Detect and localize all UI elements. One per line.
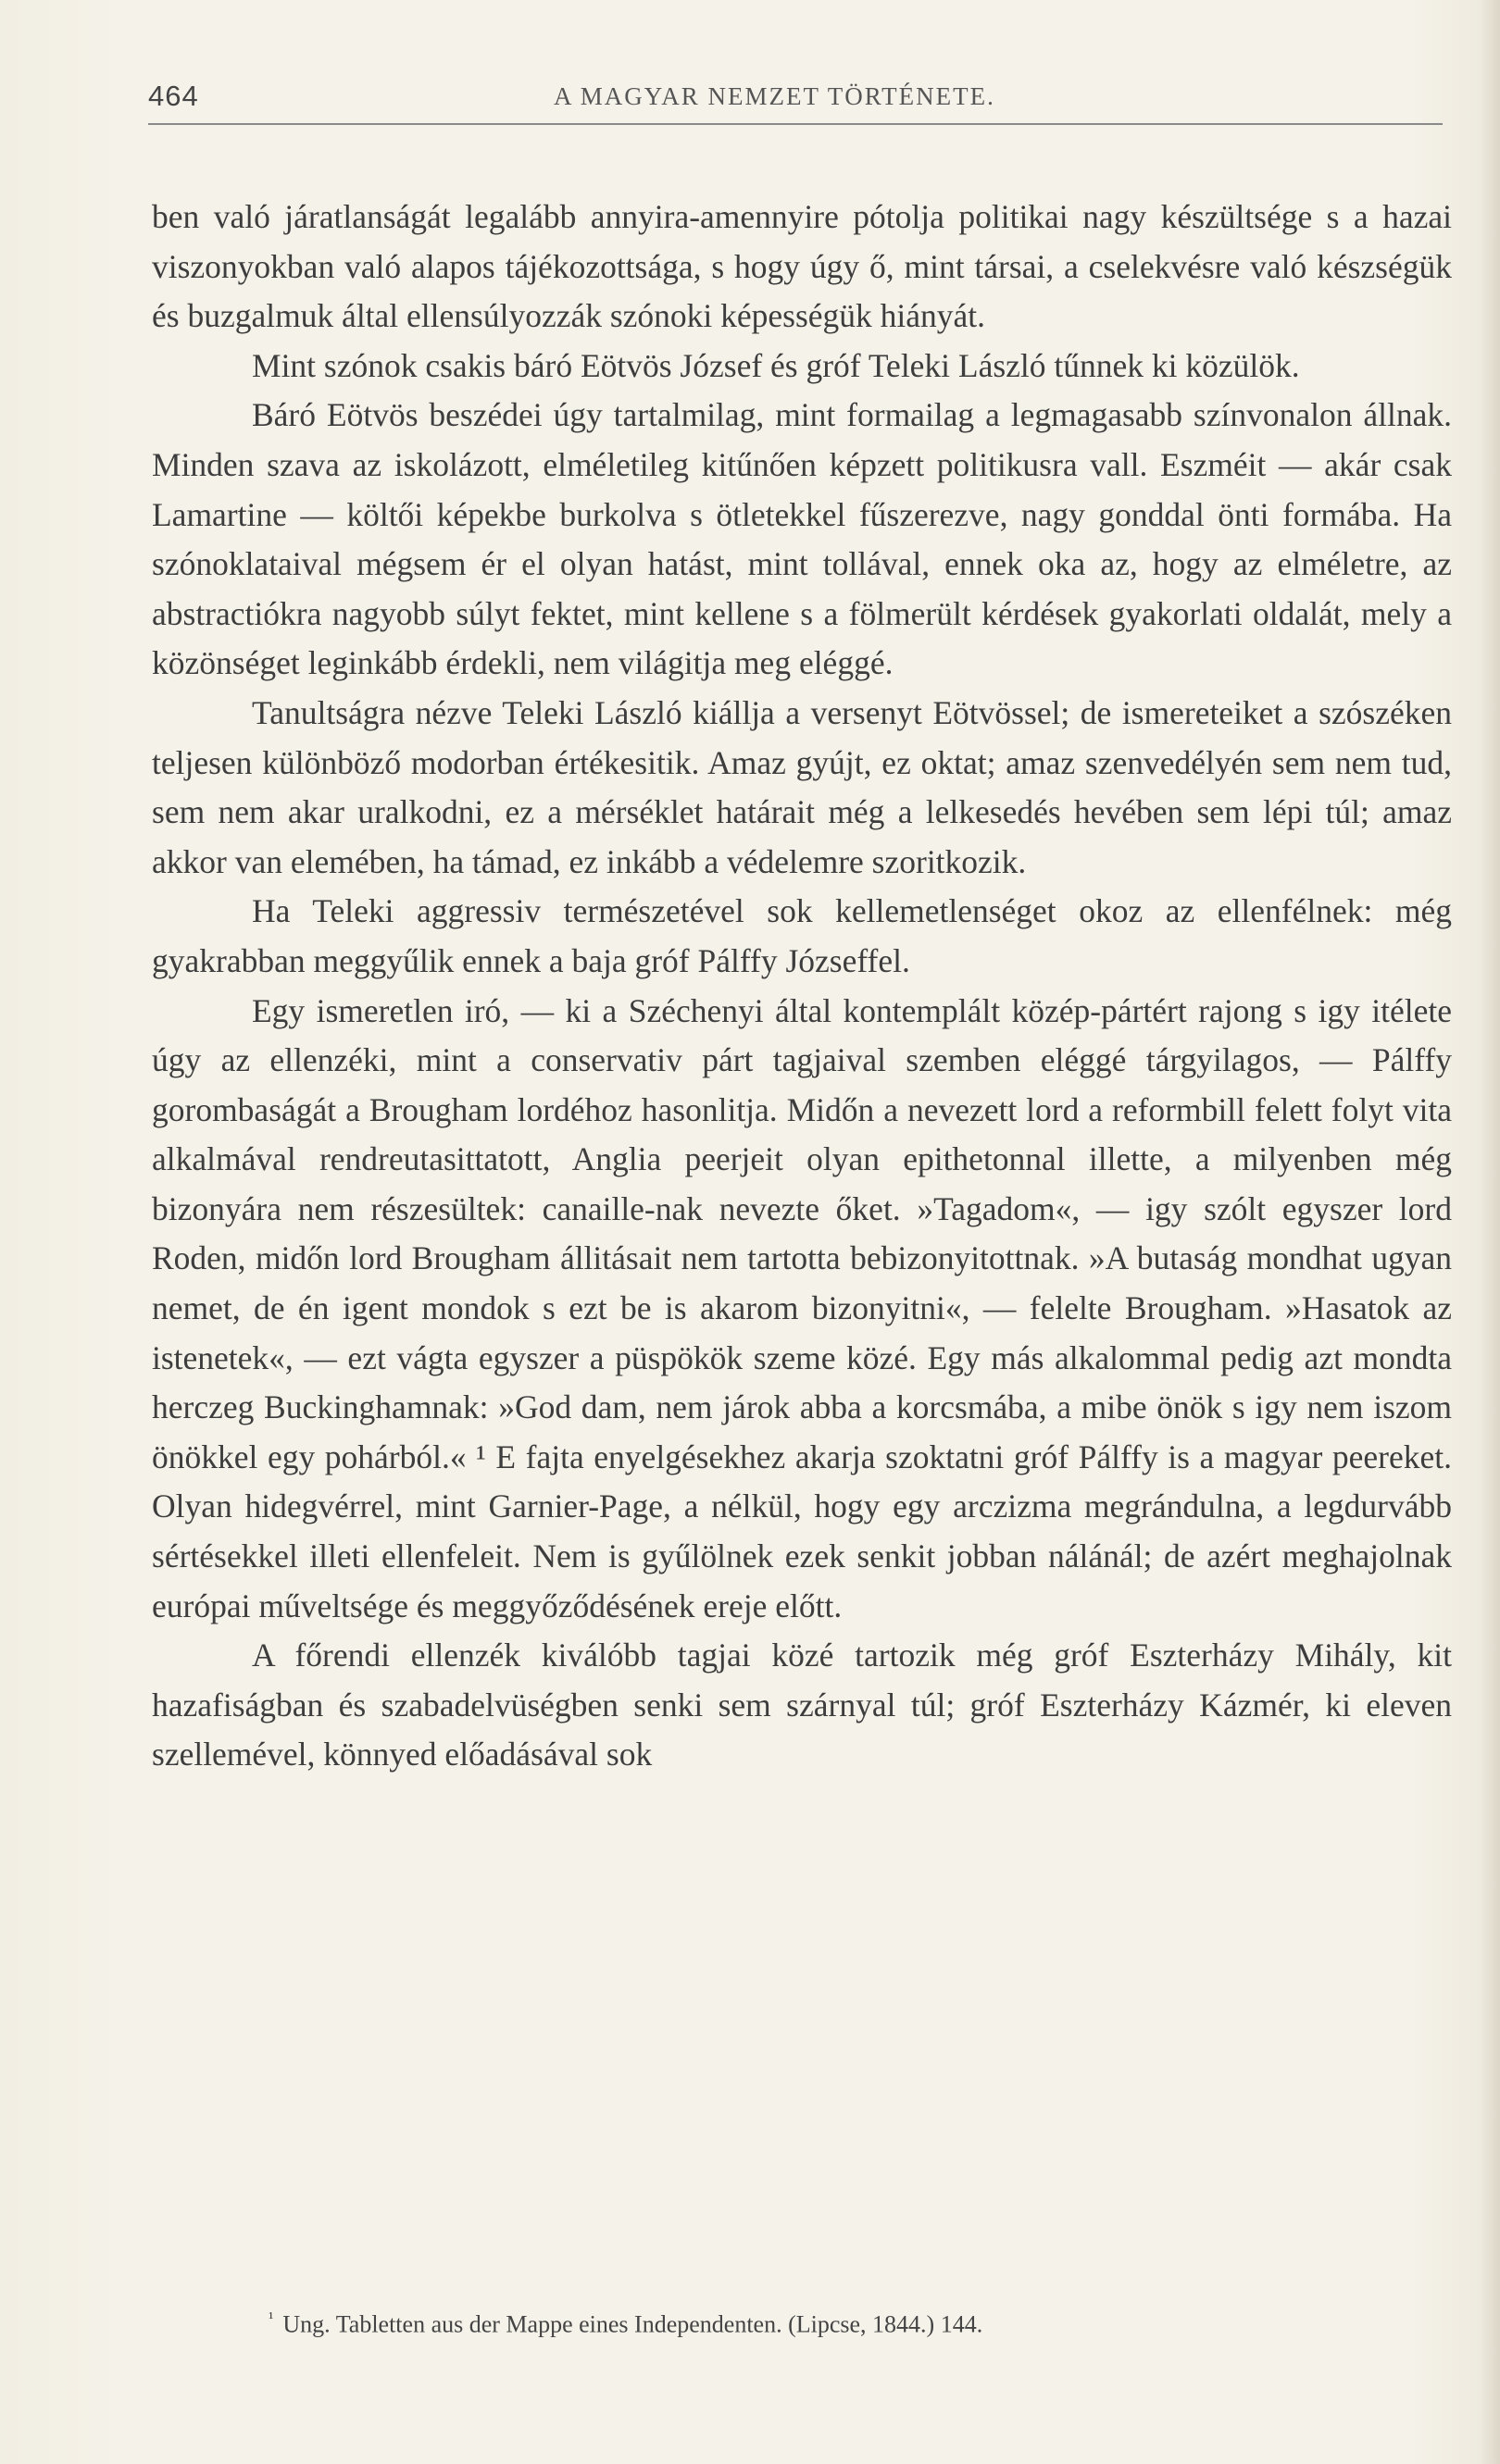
paragraph: Báró Eötvös beszédei úgy tartalmilag, mint formailag a legmagasabb színvonalon állnak. Minden szava az iskolázott, elméletileg kitűnően képzett politikusra vall. Eszméit — akár csak Lamartine — költői képekbe burkolva s ötletekkel fűszerezve, nagy gonddal önti formába. Ha szónoklataival mégsem ér el olyan hatást, mint tollával, ennek oka az, hogy az elméletre, az abstractiókra nagyobb súlyt fektet, mint kellene s a fölmerült kérdések gyakorlati oldalát, mely a közönséget leginkább érdekli, nem világitja meg eléggé.: [152, 396, 1452, 682]
header-rule: [148, 123, 1443, 125]
running-head: [148, 80, 1443, 120]
paragraph: Tanultságra nézve Teleki László kiállja a versenyt Eötvössel; de ismereteiket a szószéken teljesen különböző modorban értékesitik. Amaz gyújt, ez oktat; amaz szenvedélyén sem nem tud, sem nem akar uralkodni, ez a mérséklet határait még a lelkesedés hevében sem lépi túl; amaz akkor van elemében, ha támad, ez inkább a védelemre szoritkozik.: [152, 693, 1452, 880]
footnote-text: Ung. Tabletten aus der Mappe eines Independenten. (Lipcse, 1844.) 144.: [282, 2310, 983, 2338]
paragraph: A főrendi ellenzék kiválóbb tagjai közé tartozik még gróf Eszterházy Mihály, kit hazafiságban és szabadelvüségben senki sem szárnyal túl; gróf Eszterházy Kázmér, ki eleven szellemével, könnyed előadásával sok: [152, 1636, 1452, 1773]
paragraph: Mint szónok csakis báró Eötvös József és gróf Teleki László tűnnek ki közülök.: [252, 346, 1300, 384]
body-text: [152, 193, 1452, 1780]
page-edge-shadow: [1480, 0, 1500, 2464]
page-number: 464: [148, 80, 199, 112]
footnote: [269, 2301, 1444, 2342]
paragraph: ben való járatlanságát legalább annyira-amennyire pótolja politikai nagy készültsége s a hazai viszonyokban való alapos tájékozottsága, s hogy úgy ő, mint társai, a cselekvésre való készségük és buzgalmuk által ellensúlyozzák szónoki képességük hiányát.: [152, 198, 1452, 335]
paragraph: Egy ismeretlen iró, — ki a Széchenyi által kontemplált közép-pártért rajong s igy itélete úgy az ellenzéki, mint a conservativ párt tagjaival szemben eléggé tárgyilagos, — Pálffy gorombaságát a Brougham lordéhoz hasonlitja. Midőn a nevezett lord a reformbill felett folyt vita alkalmával rendreutasittatott, Anglia peerjeit olyan epithetonnal illette, a milyenben még bizonyára nem részesültek: canaille-nak nevezte őket. »Tagadom«, — igy szólt egyszer lord Roden, midőn lord Brougham állitásait nem tartotta bebizonyitottnak. »A butaság mondhat ugyan nemet, de én igent mondok s ezt be is akarom bizonyitni«, — felelte Brougham. »Hasatok az istenetek«, — ezt vágta egyszer a püspökök szeme közé. Egy más alkalommal pedig azt mondta herczeg Buckinghamnak: »God dam, nem járok abba a korcsmába, a mibe önök s igy nem iszom önökkel egy pohárból.« ¹ E fajta enyelgésekhez akarja szoktatni gróf Pálffy is a magyar peereket. Olyan hidegvérrel, mint Garnier-Page, a nélkül, hogy egy arczizma megrándulna, a legdurvább sértésekkel illeti ellenfeleit. Nem is gyűlölnek ezek senkit jobban nálánál; de azért meghajolnak európai műveltsége és meggyőződésének ereje előtt.: [152, 991, 1452, 1624]
paragraph: Ha Teleki aggressiv természetével sok kellemetlenséget okoz az ellenfélnek: még gyakrabban meggyűlik ennek a baja gróf Pálffy Józseffel.: [152, 892, 1452, 979]
running-title: A MAGYAR NEMZET TÖRTÉNETE.: [554, 82, 995, 110]
footnote-mark: ¹: [269, 2308, 274, 2327]
